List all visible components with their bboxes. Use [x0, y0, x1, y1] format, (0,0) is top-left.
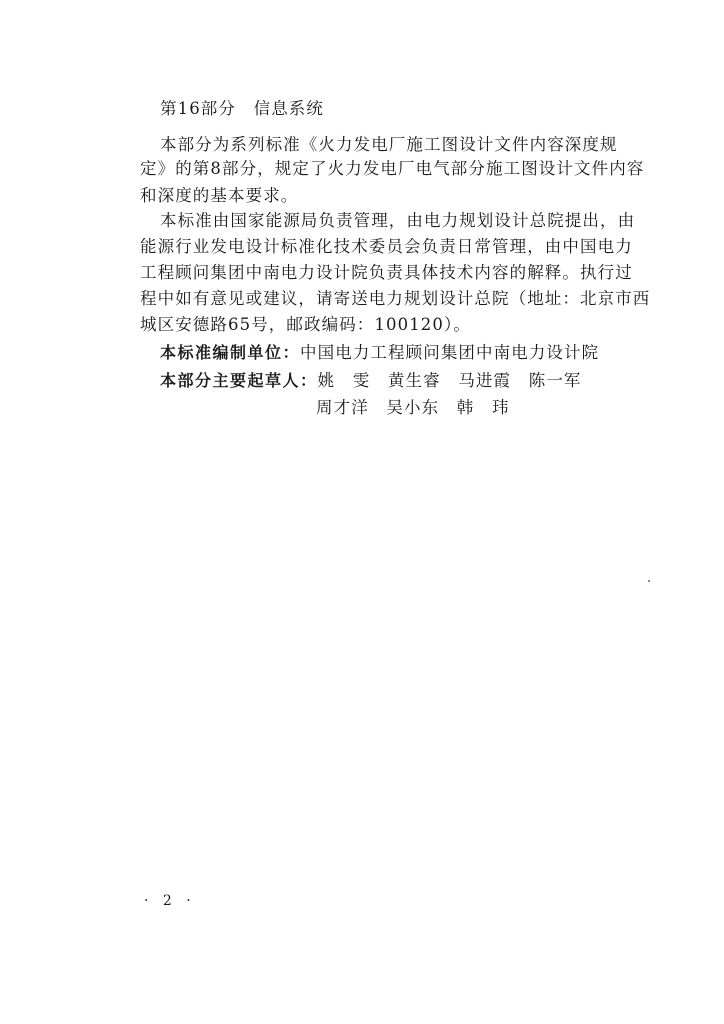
- drafters-names-line1: 姚 雯 黄生睿 马进霞 陈一军: [317, 371, 582, 390]
- paragraph1-line1: 本部分为系列标准《火力发电厂施工图设计文件内容深度规: [160, 135, 618, 154]
- section-heading: 第16部分 信息系统: [160, 99, 324, 118]
- paragraph2-line1: 本标准由国家能源局负责管理，由电力规划设计总院提出，由: [160, 211, 636, 230]
- paragraph1-line2: 定》的第8部分，规定了火力发电厂电气部分施工图设计文件内容: [140, 159, 645, 178]
- scan-speck: [648, 580, 650, 582]
- paragraph1-line3: 和深度的基本要求。: [140, 186, 299, 205]
- drafters-label: 本部分主要起草人：: [160, 371, 318, 390]
- drafters-names-line2: 周才洋 吴小东 韩 玮: [316, 398, 510, 417]
- paragraph2-line5: 城区安德路65号，邮政编码：100120）。: [140, 315, 471, 334]
- paragraph2-line4: 程中如有意见或建议，请寄送电力规划设计总院（地址：北京市西: [140, 289, 651, 308]
- compiling-unit-label: 本标准编制单位：: [160, 343, 301, 362]
- paragraph2-line2: 能源行业发电设计标准化技术委员会负责日常管理，由中国电力: [140, 237, 633, 256]
- page-number: · 2 ·: [144, 893, 196, 909]
- paragraph2-line3: 工程顾问集团中南电力设计院负责具体技术内容的解释。执行过: [140, 263, 633, 282]
- compiling-unit-line: [160, 342, 660, 364]
- compiling-unit-value: 中国电力工程顾问集团中南电力设计院: [300, 343, 600, 362]
- drafters-line: [160, 370, 660, 392]
